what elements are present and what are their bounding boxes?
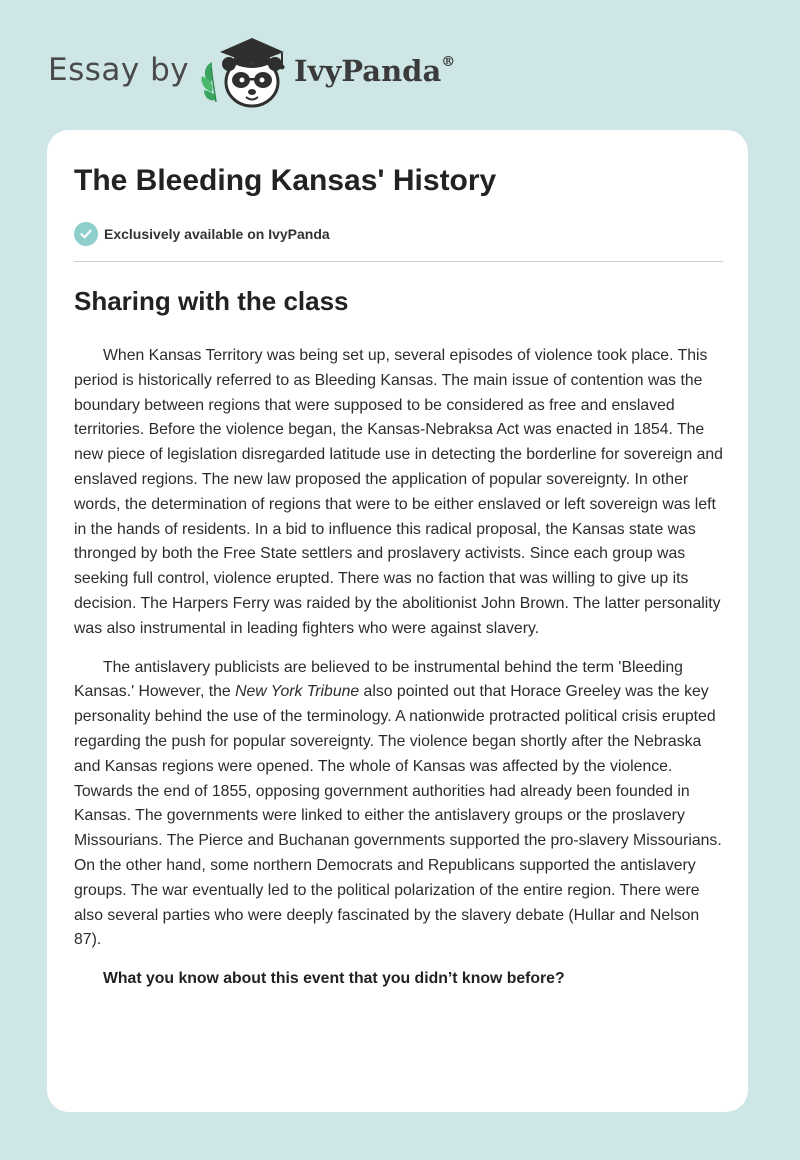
paragraph-2 xyxy=(74,656,729,954)
brand-name xyxy=(294,54,455,88)
essay-card xyxy=(47,130,748,1112)
paragraph-1: When Kansas Territory was being set up, several episodes of violence took place. This period is historically referred to as Bleeding Kansas. The main issue of contention was the boundary between regions that were supposed to be considered as free and enslaved territories. Before the violence began, the Kansas-Nebraksa Act was enacted in 1854. The new piece of legislation disregarded latitude use in detecting the borderline for sovereign and enslaved regions. The new law proposed the application of popular sovereignty. In other words, the determination of regions that were to be either enslaved or left sovereign was left in the hands of residents. In a bid to influence this radical proposal, the Kansas state was thronged by both the Free State settlers and proslavery activists. Since each group was seeking full control, violence erupted. There was no faction that was willing to give up its decision. The Harpers Ferry was raided by the abolitionist John Brown. The latter personality was also instrumental in leading fighters who were against slavery. xyxy=(74,347,723,637)
check-icon xyxy=(79,227,93,241)
check-circle-icon xyxy=(74,222,98,246)
exclusive-badge xyxy=(74,222,330,246)
brand-prefix: Essay by xyxy=(48,52,190,88)
brand-name-text: IvyPanda xyxy=(294,54,442,88)
exclusive-label: Exclusively available on IvyPanda xyxy=(104,226,330,242)
site-brand[interactable] xyxy=(48,32,508,112)
section-heading: Sharing with the class xyxy=(74,286,349,316)
paragraph-2-rest: also pointed out that Horace Greeley was the key personality behind the use of the terminology. A nationwide protracted political crisis erupted regarding the push for popular sovereignty. The violence began shortly after the Nebraska and Kansas regions were opened. The whole of Kansas was affected by the violence. Towards the end of 1855, opposing government authorities had already been founded in Kansas. The governments were linked to either the antislavery groups or the proslavery Missourians. The Pierce and Buchanan governments supported the pro-slavery Missourians. On the other hand, some northern Democrats and Republicans supported the antislavery groups. The war eventually led to the political polarization of the entire region. There were also several parties who were deeply fascinated by the slavery debate (Hullar and Nelson 87). xyxy=(74,683,722,949)
paragraph-2-start: The antislavery publicists are believed to be instrumental behind the term 'Bleeding Kansas.' However, the xyxy=(74,658,683,701)
page-title: The Bleeding Kansas' History xyxy=(74,164,497,197)
discussion-question: What you know about this event that you didn’t know before? xyxy=(103,970,565,988)
registered-mark: ® xyxy=(441,54,456,71)
essay-body xyxy=(74,344,729,992)
panda-logo-icon xyxy=(198,32,294,112)
newspaper-title: New York Tribune xyxy=(235,683,360,701)
title-divider xyxy=(74,261,723,262)
